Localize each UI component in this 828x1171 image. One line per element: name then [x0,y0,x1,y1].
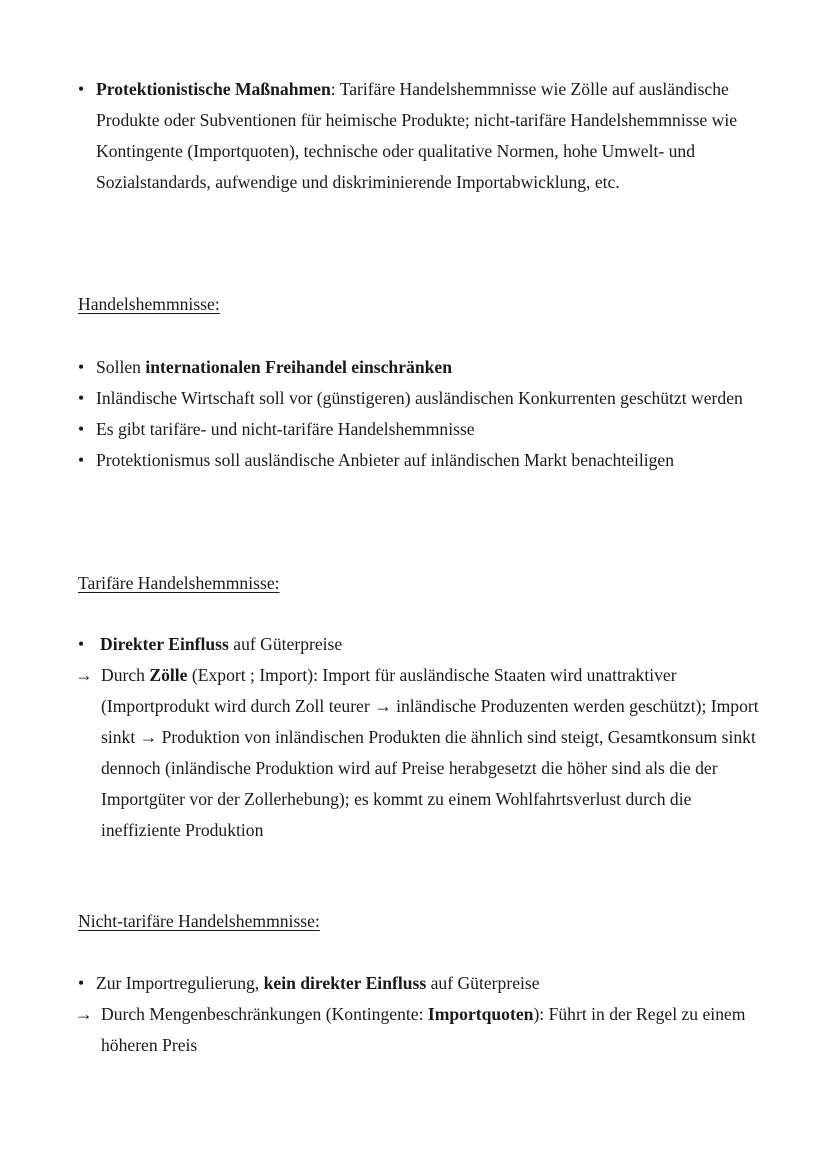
arrow-item-text: (Export ; Import): Import für ausländische Staaten wird unattraktiver (Importprodukt wird durch Zoll teurer → inländische Produzenten werden geschützt); Import sinkt → Produktion von inländischen Produkten die ähnlich sind steigt, Gesamtkonsum sinkt dennoch (inländische Produktion wird auf Preise herabgesetzt die höher sind als die der Importgüter vor der Zollerhebung); es kommt zu einem Wohlfahrtsverlust durch die ineffiziente Produktion [101,665,759,840]
arrow-item-text: ): Führt in der Regel zu einem höheren Preis [101,1004,746,1055]
list-item-text: auf Güterpreise [228,634,343,654]
section-heading-handelshemmnisse: Handelshemmnisse: [78,294,220,314]
list-item [78,629,768,660]
arrow-item-text: Durch [101,665,150,685]
arrow-item [75,660,768,846]
bullet-icon: • [78,419,85,439]
right-arrow-icon: → [75,1004,93,1024]
section2-list [75,629,768,846]
list-item [78,352,768,383]
bullet-icon: • [78,357,85,377]
section-heading-nicht-tarifaere: Nicht-tarifäre Handelshemmnisse: [78,911,320,931]
intro-text: : Tarifäre Handelshemmnisse wie Zölle auf ausländische Produkte oder Subventionen für heimische Produkte; nicht-tarifäre Handelshemmnisse wie Kontingente (Importquoten), technische oder qualitative Normen, hohe Umwelt- und Sozialstandards, aufwendige und diskriminierende Importabwicklung, etc. [96,79,738,192]
list-item-text: Sollen [96,357,146,377]
bullet-icon: • [78,79,85,99]
list-item [78,445,768,476]
list-item-text: Protektionismus soll ausländische Anbieter auf inländischen Markt benachteiligen [96,450,675,470]
list-item-text: Zur Importregulierung, [96,973,264,993]
intro-bold: Protektionistische Maßnahmen [96,79,331,99]
list-item-bold: internationalen Freihandel einschränken [145,357,452,377]
right-arrow-icon: → [75,665,93,685]
list-item-text: Inländische Wirtschaft soll vor (günstigeren) ausländischen Konkurrenten geschützt werden [96,388,743,408]
intro-paragraph [78,74,768,198]
list-item-bold: Direkter Einfluss [100,634,229,654]
arrow-item-bold: Zölle [149,665,188,685]
section3-list [75,968,768,1061]
list-item-text: Es gibt tarifäre- und nicht-tarifäre Handelshemmnisse [96,419,475,439]
list-item-text: auf Güterpreise [426,973,540,993]
bullet-icon: • [78,450,85,470]
list-item [78,383,768,414]
bullet-icon: • [78,388,85,408]
list-item [78,414,768,445]
list-item [78,74,768,198]
list-item [78,968,768,999]
arrow-item-bold: Importquoten [427,1004,534,1024]
bullet-icon: • [78,634,85,654]
bullet-icon: • [78,973,85,993]
section1-list [78,352,768,476]
arrow-item [75,999,768,1061]
list-item-bold: kein direkter Einfluss [263,973,427,993]
arrow-item-text: Durch Mengenbeschränkungen (Kontingente: [101,1004,428,1024]
section-heading-tarifaere: Tarifäre Handelshemmnisse: [78,573,280,593]
